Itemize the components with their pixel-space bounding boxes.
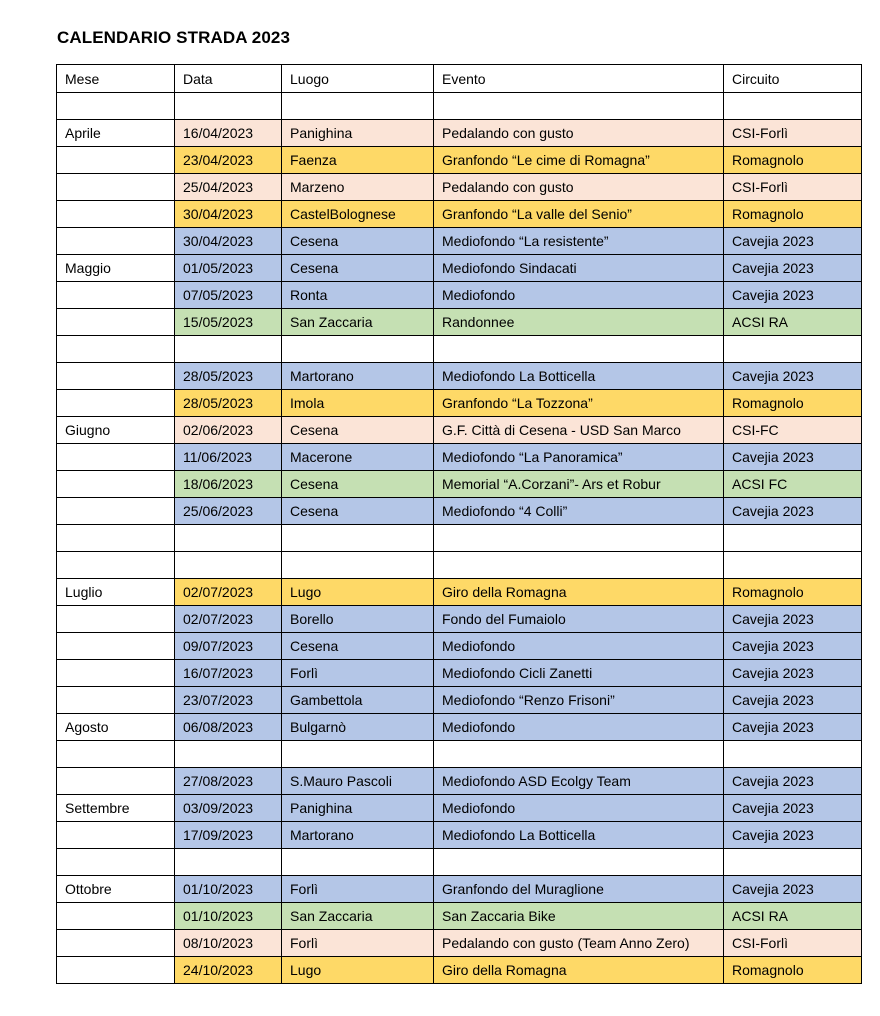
table-row [57,282,862,309]
cell-circuito: Cavejia 2023 [724,768,862,795]
cell-data: 17/09/2023 [175,822,282,849]
empty-row [57,93,862,120]
cell-circuito [724,93,862,120]
cell-luogo [282,336,434,363]
empty-row [57,336,862,363]
cell-mese [57,849,175,876]
cell-luogo: Panighina [282,795,434,822]
cell-evento: Mediofondo [434,714,724,741]
cell-data [175,93,282,120]
cell-mese: Luglio [57,579,175,606]
cell-circuito: Cavejia 2023 [724,876,862,903]
cell-data: 02/06/2023 [175,417,282,444]
cell-circuito: Cavejia 2023 [724,498,862,525]
cell-data: 07/05/2023 [175,282,282,309]
table-row [57,201,862,228]
cell-evento: Fondo del Fumaiolo [434,606,724,633]
cell-mese [57,174,175,201]
cell-evento: Mediofondo ASD Ecolgy Team [434,768,724,795]
table-row [57,903,862,930]
cell-data: 23/07/2023 [175,687,282,714]
cell-luogo: CastelBolognese [282,201,434,228]
header-luogo: Luogo [282,65,434,93]
cell-mese [57,768,175,795]
cell-luogo: Forlì [282,876,434,903]
cell-evento: Giro della Romagna [434,579,724,606]
cell-data: 25/04/2023 [175,174,282,201]
cell-mese [57,498,175,525]
table-row [57,471,862,498]
cell-evento: Mediofondo Sindacati [434,255,724,282]
cell-luogo: Bulgarnò [282,714,434,741]
cell-luogo: Cesena [282,255,434,282]
cell-mese [57,822,175,849]
cell-mese: Giugno [57,417,175,444]
cell-luogo: Lugo [282,957,434,984]
header-circuito: Circuito [724,65,862,93]
cell-mese [57,552,175,579]
cell-data [175,849,282,876]
cell-data [175,741,282,768]
cell-evento: Mediofondo [434,795,724,822]
cell-circuito: CSI-Forlì [724,174,862,201]
cell-circuito: Cavejia 2023 [724,822,862,849]
cell-circuito: Cavejia 2023 [724,255,862,282]
cell-data: 15/05/2023 [175,309,282,336]
cell-circuito: Romagnolo [724,201,862,228]
cell-luogo: Martorano [282,363,434,390]
cell-evento [434,741,724,768]
cell-mese [57,525,175,552]
cell-mese [57,930,175,957]
cell-luogo: Marzeno [282,174,434,201]
cell-data: 06/08/2023 [175,714,282,741]
header-data: Data [175,65,282,93]
cell-luogo: Ronta [282,282,434,309]
cell-circuito: ACSI FC [724,471,862,498]
empty-row [57,525,862,552]
cell-evento [434,849,724,876]
cell-data: 28/05/2023 [175,363,282,390]
table-row [57,714,862,741]
cell-evento: Mediofondo “4 Colli” [434,498,724,525]
table-row [57,174,862,201]
cell-evento: Memorial “A.Corzani”- Ars et Robur [434,471,724,498]
cell-evento: Pedalando con gusto [434,174,724,201]
cell-data: 24/10/2023 [175,957,282,984]
cell-circuito: Cavejia 2023 [724,282,862,309]
empty-row [57,741,862,768]
cell-data: 11/06/2023 [175,444,282,471]
cell-circuito: Romagnolo [724,579,862,606]
cell-evento: Giro della Romagna [434,957,724,984]
cell-circuito [724,336,862,363]
cell-evento [434,525,724,552]
header-mese: Mese [57,65,175,93]
cell-luogo: Cesena [282,633,434,660]
cell-luogo: Macerone [282,444,434,471]
cell-circuito: CSI-FC [724,417,862,444]
cell-circuito: Cavejia 2023 [724,660,862,687]
table-row [57,606,862,633]
cell-evento: Mediofondo “La Panoramica” [434,444,724,471]
cell-data: 01/10/2023 [175,903,282,930]
cell-circuito [724,741,862,768]
cell-evento [434,93,724,120]
cell-mese [57,741,175,768]
cell-evento: Mediofondo La Botticella [434,363,724,390]
cell-data [175,552,282,579]
cell-evento: Granfondo del Muraglione [434,876,724,903]
table-row [57,363,862,390]
cell-data: 25/06/2023 [175,498,282,525]
cell-evento: Granfondo “La valle del Senio” [434,201,724,228]
table-row [57,876,862,903]
cell-circuito: Cavejia 2023 [724,714,862,741]
cell-luogo: Cesena [282,417,434,444]
header-evento: Evento [434,65,724,93]
cell-luogo: Cesena [282,471,434,498]
cell-luogo [282,552,434,579]
cell-evento: Pedalando con gusto (Team Anno Zero) [434,930,724,957]
cell-mese [57,660,175,687]
cell-data [175,336,282,363]
cell-evento: Randonnee [434,309,724,336]
cell-luogo [282,525,434,552]
cell-luogo: S.Mauro Pascoli [282,768,434,795]
page-title: CALENDARIO STRADA 2023 [57,28,290,47]
cell-mese [57,633,175,660]
empty-row [57,849,862,876]
cell-luogo [282,741,434,768]
cell-evento: Granfondo “Le cime di Romagna” [434,147,724,174]
cell-mese [57,363,175,390]
cell-circuito: Cavejia 2023 [724,633,862,660]
cell-mese [57,390,175,417]
cell-luogo: San Zaccaria [282,309,434,336]
table-row [57,417,862,444]
cell-data: 03/09/2023 [175,795,282,822]
cell-luogo: Imola [282,390,434,417]
cell-circuito: Cavejia 2023 [724,687,862,714]
cell-luogo [282,93,434,120]
cell-luogo: Cesena [282,228,434,255]
cell-luogo: Gambettola [282,687,434,714]
cell-mese [57,957,175,984]
cell-mese [57,471,175,498]
cell-evento: Pedalando con gusto [434,120,724,147]
cell-data: 08/10/2023 [175,930,282,957]
cell-mese [57,444,175,471]
cell-data: 23/04/2023 [175,147,282,174]
cell-mese: Settembre [57,795,175,822]
cell-evento: Mediofondo [434,633,724,660]
cell-circuito: Cavejia 2023 [724,444,862,471]
cell-luogo: Faenza [282,147,434,174]
table-row [57,147,862,174]
cell-circuito: ACSI RA [724,903,862,930]
empty-row [57,552,862,579]
table-row [57,120,862,147]
cell-mese: Aprile [57,120,175,147]
cell-mese [57,228,175,255]
cell-luogo [282,849,434,876]
cell-luogo: San Zaccaria [282,903,434,930]
cell-mese [57,903,175,930]
table-row [57,930,862,957]
cell-data: 02/07/2023 [175,606,282,633]
cell-mese: Agosto [57,714,175,741]
cell-circuito: CSI-Forlì [724,930,862,957]
cell-mese [57,282,175,309]
cell-luogo: Forlì [282,930,434,957]
cell-luogo: Borello [282,606,434,633]
cell-evento: Mediofondo Cicli Zanetti [434,660,724,687]
cell-data: 16/04/2023 [175,120,282,147]
cell-mese: Ottobre [57,876,175,903]
table-row [57,768,862,795]
cell-data: 09/07/2023 [175,633,282,660]
cell-data: 02/07/2023 [175,579,282,606]
table-row [57,957,862,984]
cell-data: 16/07/2023 [175,660,282,687]
cell-circuito: CSI-Forlì [724,120,862,147]
cell-circuito: Cavejia 2023 [724,795,862,822]
cell-mese [57,93,175,120]
table-row [57,498,862,525]
table-row [57,255,862,282]
cell-circuito: ACSI RA [724,309,862,336]
cell-mese [57,201,175,228]
cell-data: 27/08/2023 [175,768,282,795]
table-header-row [57,65,862,93]
table-row [57,228,862,255]
cell-circuito: Cavejia 2023 [724,228,862,255]
cell-circuito: Romagnolo [724,957,862,984]
cell-data: 01/05/2023 [175,255,282,282]
cell-luogo: Martorano [282,822,434,849]
cell-data: 01/10/2023 [175,876,282,903]
cell-mese [57,309,175,336]
table-row [57,822,862,849]
table-row [57,660,862,687]
cell-circuito: Cavejia 2023 [724,363,862,390]
table-row [57,444,862,471]
table-row [57,687,862,714]
cell-circuito: Romagnolo [724,390,862,417]
cell-evento: Mediofondo “La resistente” [434,228,724,255]
cell-mese [57,336,175,363]
cell-evento: Mediofondo La Botticella [434,822,724,849]
cell-mese: Maggio [57,255,175,282]
cell-evento [434,336,724,363]
cell-circuito [724,849,862,876]
cell-data: 30/04/2023 [175,228,282,255]
cell-data: 30/04/2023 [175,201,282,228]
cell-circuito [724,525,862,552]
cell-evento [434,552,724,579]
cell-evento: Mediofondo [434,282,724,309]
table-row [57,633,862,660]
table-row [57,390,862,417]
cell-mese [57,687,175,714]
table-row [57,309,862,336]
cell-evento: G.F. Città di Cesena - USD San Marco [434,417,724,444]
cell-data: 18/06/2023 [175,471,282,498]
calendar-body [57,93,862,984]
cell-evento: Mediofondo “Renzo Frisoni” [434,687,724,714]
cell-mese [57,606,175,633]
table-row [57,579,862,606]
cell-data: 28/05/2023 [175,390,282,417]
cell-luogo: Cesena [282,498,434,525]
cell-circuito: Cavejia 2023 [724,606,862,633]
cell-circuito: Romagnolo [724,147,862,174]
cell-data [175,525,282,552]
cell-evento: San Zaccaria Bike [434,903,724,930]
cell-mese [57,147,175,174]
calendar-table [56,64,862,984]
cell-circuito [724,552,862,579]
table-row [57,795,862,822]
cell-evento: Granfondo “La Tozzona” [434,390,724,417]
cell-luogo: Forlì [282,660,434,687]
cell-luogo: Panighina [282,120,434,147]
cell-luogo: Lugo [282,579,434,606]
